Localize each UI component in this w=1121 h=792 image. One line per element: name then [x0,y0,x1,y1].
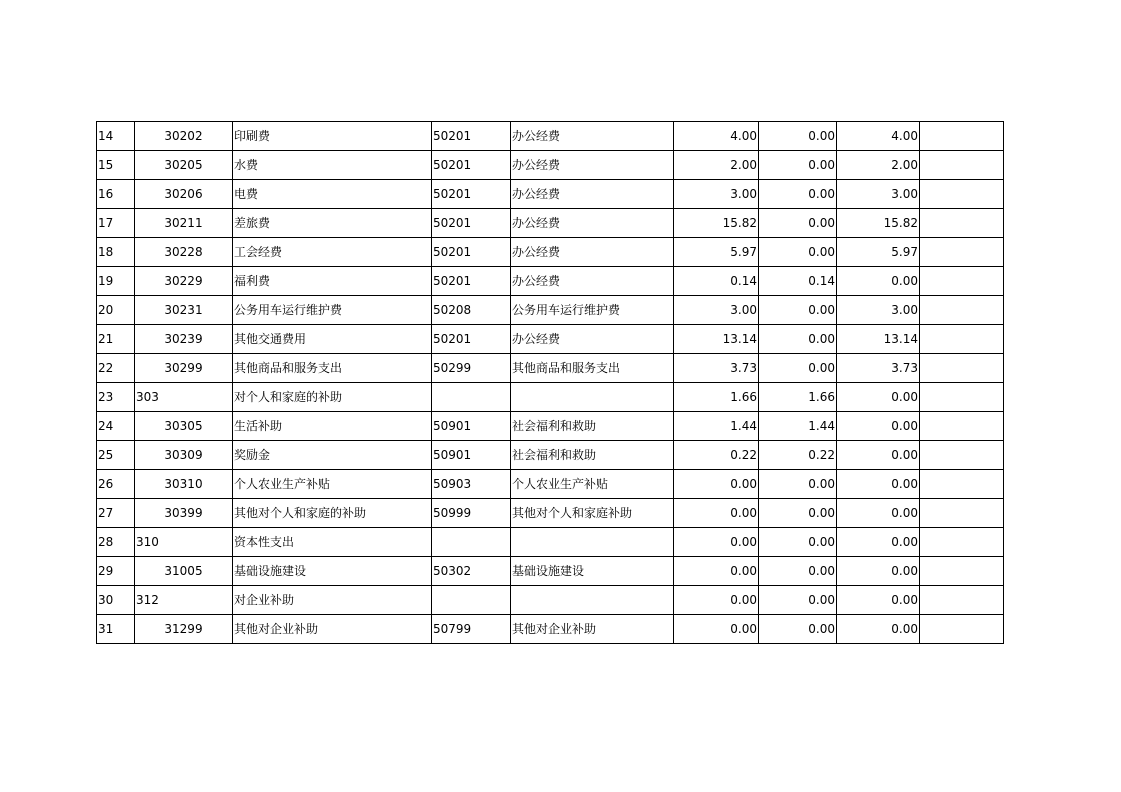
cell-amount-total: 0.00 [674,470,759,499]
cell-function-name: 社会福利和救助 [511,412,674,441]
cell-row-index: 22 [97,354,135,383]
cell-amount-total: 0.00 [674,557,759,586]
cell-economic-code: 30399 [135,499,233,528]
cell-row-index: 18 [97,238,135,267]
cell-function-name: 其他对个人和家庭补助 [511,499,674,528]
budget-table [96,121,1004,644]
cell-amount-basic: 0.00 [759,615,837,644]
cell-function-name: 基础设施建设 [511,557,674,586]
cell-amount-total: 0.00 [674,586,759,615]
cell-amount-project: 0.00 [837,267,920,296]
cell-economic-code: 30205 [135,151,233,180]
cell-function-name: 办公经费 [511,151,674,180]
cell-economic-name: 个人农业生产补贴 [233,470,432,499]
cell-amount-total: 0.00 [674,615,759,644]
table-row [97,528,1004,557]
table-row [97,412,1004,441]
cell-amount-basic: 0.00 [759,122,837,151]
cell-amount-extra [920,151,1004,180]
cell-economic-name: 电费 [233,180,432,209]
cell-economic-code: 30202 [135,122,233,151]
cell-row-index: 16 [97,180,135,209]
cell-economic-name: 差旅费 [233,209,432,238]
cell-amount-extra [920,238,1004,267]
cell-economic-code: 30305 [135,412,233,441]
cell-amount-total: 4.00 [674,122,759,151]
cell-function-code: 50901 [432,412,511,441]
cell-economic-name: 公务用车运行维护费 [233,296,432,325]
cell-amount-extra [920,209,1004,238]
cell-amount-project: 2.00 [837,151,920,180]
cell-function-name: 其他对企业补助 [511,615,674,644]
cell-row-index: 23 [97,383,135,412]
cell-amount-extra [920,122,1004,151]
cell-economic-code: 310 [135,528,233,557]
cell-function-code: 50201 [432,267,511,296]
cell-amount-basic: 0.00 [759,209,837,238]
cell-function-code [432,586,511,615]
cell-economic-name: 生活补助 [233,412,432,441]
cell-amount-project: 0.00 [837,383,920,412]
cell-economic-name: 对企业补助 [233,586,432,615]
table-row [97,296,1004,325]
cell-amount-extra [920,557,1004,586]
cell-economic-name: 对个人和家庭的补助 [233,383,432,412]
cell-row-index: 17 [97,209,135,238]
cell-amount-basic: 0.00 [759,296,837,325]
cell-row-index: 30 [97,586,135,615]
cell-amount-project: 3.00 [837,296,920,325]
cell-amount-basic: 0.00 [759,180,837,209]
table-row [97,238,1004,267]
cell-amount-basic: 0.00 [759,470,837,499]
cell-economic-name: 其他对企业补助 [233,615,432,644]
cell-amount-basic: 0.00 [759,586,837,615]
cell-row-index: 19 [97,267,135,296]
cell-function-code: 50201 [432,238,511,267]
cell-function-code: 50299 [432,354,511,383]
cell-amount-extra [920,615,1004,644]
cell-economic-code: 30229 [135,267,233,296]
cell-function-code: 50208 [432,296,511,325]
table-row [97,499,1004,528]
table-row [97,122,1004,151]
cell-economic-code: 30299 [135,354,233,383]
cell-row-index: 24 [97,412,135,441]
cell-amount-total: 0.22 [674,441,759,470]
cell-amount-total: 3.00 [674,180,759,209]
cell-row-index: 15 [97,151,135,180]
cell-row-index: 28 [97,528,135,557]
table-row [97,557,1004,586]
cell-amount-basic: 0.00 [759,151,837,180]
cell-function-code: 50799 [432,615,511,644]
cell-row-index: 26 [97,470,135,499]
cell-function-code: 50302 [432,557,511,586]
cell-row-index: 27 [97,499,135,528]
cell-function-name: 办公经费 [511,180,674,209]
cell-economic-name: 其他交通费用 [233,325,432,354]
table-row [97,325,1004,354]
cell-function-name: 办公经费 [511,325,674,354]
cell-function-name: 办公经费 [511,122,674,151]
cell-amount-project: 5.97 [837,238,920,267]
table-row [97,470,1004,499]
table-row [97,441,1004,470]
cell-amount-extra [920,325,1004,354]
cell-amount-total: 13.14 [674,325,759,354]
cell-economic-name: 印刷费 [233,122,432,151]
cell-function-name: 公务用车运行维护费 [511,296,674,325]
table-row [97,586,1004,615]
cell-row-index: 25 [97,441,135,470]
cell-economic-name: 水费 [233,151,432,180]
table-row [97,209,1004,238]
cell-amount-project: 0.00 [837,615,920,644]
cell-economic-code: 312 [135,586,233,615]
cell-function-code: 50999 [432,499,511,528]
cell-amount-total: 2.00 [674,151,759,180]
cell-function-code: 50201 [432,180,511,209]
cell-economic-code: 30231 [135,296,233,325]
cell-function-code [432,383,511,412]
cell-function-code: 50201 [432,151,511,180]
table-row [97,383,1004,412]
cell-amount-basic: 1.66 [759,383,837,412]
cell-amount-basic: 0.00 [759,557,837,586]
cell-amount-extra [920,267,1004,296]
cell-amount-total: 1.66 [674,383,759,412]
cell-economic-code: 31005 [135,557,233,586]
cell-economic-code: 30211 [135,209,233,238]
cell-amount-extra [920,499,1004,528]
cell-function-code [432,528,511,557]
cell-row-index: 14 [97,122,135,151]
cell-economic-code: 30228 [135,238,233,267]
cell-economic-name: 资本性支出 [233,528,432,557]
cell-amount-extra [920,528,1004,557]
cell-amount-project: 0.00 [837,499,920,528]
cell-amount-project: 4.00 [837,122,920,151]
cell-function-name: 个人农业生产补贴 [511,470,674,499]
cell-function-name: 办公经费 [511,267,674,296]
cell-amount-total: 3.73 [674,354,759,383]
cell-amount-basic: 0.00 [759,528,837,557]
cell-amount-total: 0.00 [674,499,759,528]
cell-amount-extra [920,441,1004,470]
cell-economic-code: 30309 [135,441,233,470]
table-row [97,354,1004,383]
cell-amount-project: 13.14 [837,325,920,354]
cell-economic-name: 其他商品和服务支出 [233,354,432,383]
cell-economic-name: 福利费 [233,267,432,296]
cell-amount-project: 3.00 [837,180,920,209]
cell-economic-code: 303 [135,383,233,412]
cell-amount-extra [920,296,1004,325]
cell-row-index: 21 [97,325,135,354]
cell-amount-project: 0.00 [837,470,920,499]
table-row [97,180,1004,209]
cell-economic-code: 30206 [135,180,233,209]
cell-amount-project: 0.00 [837,586,920,615]
cell-amount-extra [920,412,1004,441]
cell-function-code: 50201 [432,122,511,151]
cell-function-name: 社会福利和救助 [511,441,674,470]
cell-amount-project: 0.00 [837,441,920,470]
cell-amount-basic: 0.14 [759,267,837,296]
table-row [97,615,1004,644]
cell-row-index: 29 [97,557,135,586]
cell-amount-basic: 0.00 [759,499,837,528]
cell-amount-project: 3.73 [837,354,920,383]
cell-economic-code: 30239 [135,325,233,354]
cell-function-code: 50201 [432,209,511,238]
cell-function-name: 办公经费 [511,238,674,267]
cell-economic-name: 其他对个人和家庭的补助 [233,499,432,528]
cell-amount-basic: 0.00 [759,354,837,383]
cell-amount-total: 1.44 [674,412,759,441]
cell-function-name [511,586,674,615]
cell-function-name: 办公经费 [511,209,674,238]
cell-function-name [511,383,674,412]
cell-amount-project: 0.00 [837,557,920,586]
cell-economic-name: 基础设施建设 [233,557,432,586]
cell-amount-total: 5.97 [674,238,759,267]
cell-economic-name: 奖励金 [233,441,432,470]
cell-function-name: 其他商品和服务支出 [511,354,674,383]
cell-function-code: 50901 [432,441,511,470]
cell-economic-code: 30310 [135,470,233,499]
cell-amount-total: 0.14 [674,267,759,296]
cell-amount-extra [920,383,1004,412]
cell-row-index: 20 [97,296,135,325]
cell-amount-extra [920,470,1004,499]
cell-amount-basic: 0.00 [759,238,837,267]
cell-function-name [511,528,674,557]
cell-amount-basic: 1.44 [759,412,837,441]
cell-row-index: 31 [97,615,135,644]
cell-economic-name: 工会经费 [233,238,432,267]
cell-economic-code: 31299 [135,615,233,644]
cell-amount-basic: 0.22 [759,441,837,470]
cell-amount-extra [920,354,1004,383]
cell-amount-extra [920,586,1004,615]
cell-amount-total: 0.00 [674,528,759,557]
cell-amount-project: 0.00 [837,528,920,557]
cell-amount-basic: 0.00 [759,325,837,354]
table-row [97,151,1004,180]
cell-amount-total: 15.82 [674,209,759,238]
table-row [97,267,1004,296]
cell-amount-extra [920,180,1004,209]
cell-amount-project: 15.82 [837,209,920,238]
cell-function-code: 50201 [432,325,511,354]
budget-table-body [97,122,1004,644]
cell-amount-project: 0.00 [837,412,920,441]
cell-amount-total: 3.00 [674,296,759,325]
cell-function-code: 50903 [432,470,511,499]
